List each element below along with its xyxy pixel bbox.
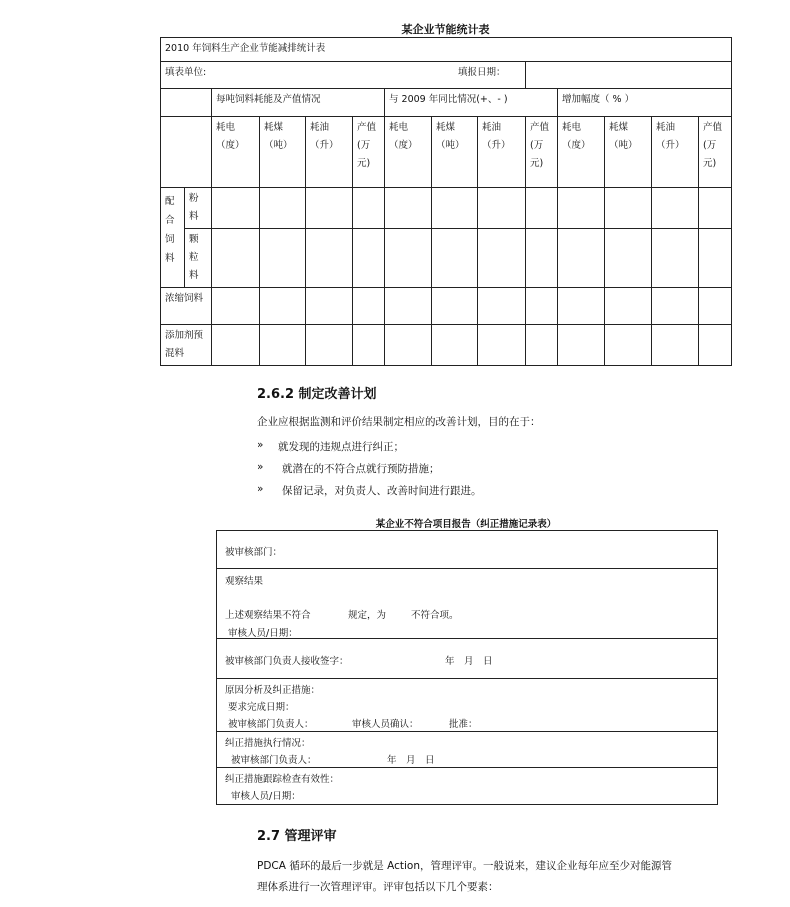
row-label-concentrate: 浓缩饲料 [161, 288, 212, 325]
data-cell[interactable] [652, 188, 699, 229]
column-header: 耗煤（吨） [260, 117, 306, 188]
data-cell[interactable] [306, 288, 353, 325]
column-header: 耗油（升） [478, 117, 526, 188]
column-header: 耗电（度） [385, 117, 432, 188]
row-label-powder: 粉料 [185, 188, 212, 229]
data-cell[interactable] [432, 188, 478, 229]
row-label-premix: 添加剂预混料 [161, 325, 212, 366]
exec-label: 纠正措施执行情况： [225, 738, 311, 749]
data-cell[interactable] [699, 188, 732, 229]
nonconf-text-c: 不符合项。 [411, 610, 459, 621]
dept-label: 被审核部门： [225, 547, 283, 558]
data-cell[interactable] [212, 288, 260, 325]
section-intro: 企业应根据监测和评价结果制定相应的改善计划，目的在于： [257, 416, 541, 428]
data-cell[interactable] [478, 188, 526, 229]
data-cell[interactable] [558, 288, 605, 325]
column-header: 耗煤（吨） [605, 117, 652, 188]
data-cell[interactable] [699, 288, 732, 325]
data-cell[interactable] [385, 325, 432, 366]
bullet-item: 就潜在的不符合点就行预防措施； [282, 463, 440, 475]
data-cell[interactable] [260, 229, 306, 288]
data-cell[interactable] [558, 229, 605, 288]
data-cell[interactable] [306, 188, 353, 229]
group-header: 与 2009 年同比情况(+、- ) [385, 89, 558, 117]
data-cell[interactable] [652, 288, 699, 325]
date-ymd: 年 月 日 [445, 656, 493, 667]
data-cell[interactable] [526, 325, 558, 366]
data-cell[interactable] [478, 325, 526, 366]
bullet-icon: » [257, 439, 264, 451]
section-heading-262: 2.6.2 制定改善计划 [257, 387, 377, 402]
dept-head-label: 被审核部门负责人： [228, 719, 314, 730]
data-cell[interactable] [385, 229, 432, 288]
auditor-date-label: 审核人员/日期： [231, 791, 301, 802]
data-cell[interactable] [353, 188, 385, 229]
track-label: 纠正措施跟踪检查有效性： [225, 774, 340, 785]
data-cell[interactable] [432, 288, 478, 325]
column-header: 耗煤（吨） [432, 117, 478, 188]
due-date-label: 要求完成日期： [228, 702, 295, 713]
data-cell[interactable] [260, 325, 306, 366]
data-cell[interactable] [699, 325, 732, 366]
data-cell[interactable] [526, 188, 558, 229]
data-cell[interactable] [558, 325, 605, 366]
data-cell[interactable] [605, 188, 652, 229]
row-label-compound: 配合饲料 [161, 188, 185, 288]
data-cell[interactable] [385, 188, 432, 229]
data-cell[interactable] [353, 325, 385, 366]
table2-title: 某企业不符合项目报告（纠正措施记录表） [375, 519, 557, 530]
data-cell[interactable] [699, 229, 732, 288]
approve-label: 批准： [449, 719, 478, 730]
nonconformity-report-table [216, 530, 718, 805]
data-cell[interactable] [478, 288, 526, 325]
cause-label: 原因分析及纠正措施： [225, 685, 321, 696]
auditor-date-label: 审核人员/日期： [228, 628, 298, 639]
data-cell[interactable] [605, 288, 652, 325]
table1-caption: 2010 年饲料生产企业节能减排统计表 [161, 38, 732, 62]
fill-unit-label: 填表单位: [161, 62, 526, 89]
data-cell[interactable] [385, 288, 432, 325]
receive-sign-label: 被审核部门负责人接收签字： [225, 656, 349, 667]
paragraph-line: 理体系进行一次管理评审。评审包括以下几个要素： [257, 881, 499, 893]
data-cell[interactable] [478, 229, 526, 288]
data-cell[interactable] [526, 229, 558, 288]
data-cell[interactable] [652, 229, 699, 288]
date-ymd: 年 月 日 [387, 755, 435, 766]
data-cell[interactable] [306, 229, 353, 288]
data-cell[interactable] [353, 288, 385, 325]
data-cell[interactable] [605, 229, 652, 288]
data-cell[interactable] [212, 229, 260, 288]
observe-label: 观察结果 [225, 576, 264, 587]
column-header: 产值(万元) [699, 117, 732, 188]
data-cell[interactable] [605, 325, 652, 366]
data-cell[interactable] [306, 325, 353, 366]
data-cell[interactable] [526, 288, 558, 325]
column-header: 产值(万元) [353, 117, 385, 188]
bullet-item: 保留记录，对负责人、改善时间进行跟进。 [282, 485, 482, 497]
energy-stats-table [160, 37, 732, 366]
fill-date-label: 填报日期： [526, 62, 732, 89]
data-cell[interactable] [212, 325, 260, 366]
nonconf-text-b: 规定，为 [348, 610, 387, 621]
data-cell[interactable] [260, 188, 306, 229]
bullet-icon: » [257, 461, 264, 473]
column-header: 耗油（升） [306, 117, 353, 188]
data-cell[interactable] [260, 288, 306, 325]
data-cell[interactable] [432, 325, 478, 366]
data-cell[interactable] [432, 229, 478, 288]
column-header: 产值(万元) [526, 117, 558, 188]
data-cell[interactable] [353, 229, 385, 288]
auditor-confirm-label: 审核人员确认： [352, 719, 419, 730]
bullet-icon: » [257, 483, 264, 495]
nonconf-text-a: 上述观察结果不符合 [225, 610, 311, 621]
section-heading-27: 2.7 管理评审 [257, 829, 337, 844]
table1-title: 某企业节能统计表 [401, 23, 490, 36]
data-cell[interactable] [558, 188, 605, 229]
group-header: 每吨饲料耗能及产值情况 [212, 89, 385, 117]
column-header: 耗电（度） [212, 117, 260, 188]
paragraph-line: PDCA 循环的最后一步就是 Action，管理评审。一般说来，建议企业每年应至少对能源管 [257, 860, 672, 872]
bullet-item: 就发现的违规点进行纠正； [278, 441, 404, 453]
group-header: 增加幅度（ % ） [558, 89, 732, 117]
data-cell[interactable] [212, 188, 260, 229]
column-header: 耗油（升） [652, 117, 699, 188]
column-header: 耗电（度） [558, 117, 605, 188]
data-cell[interactable] [652, 325, 699, 366]
dept-head-label: 被审核部门负责人： [231, 755, 317, 766]
row-label-pellet: 颗粒料 [185, 229, 212, 288]
